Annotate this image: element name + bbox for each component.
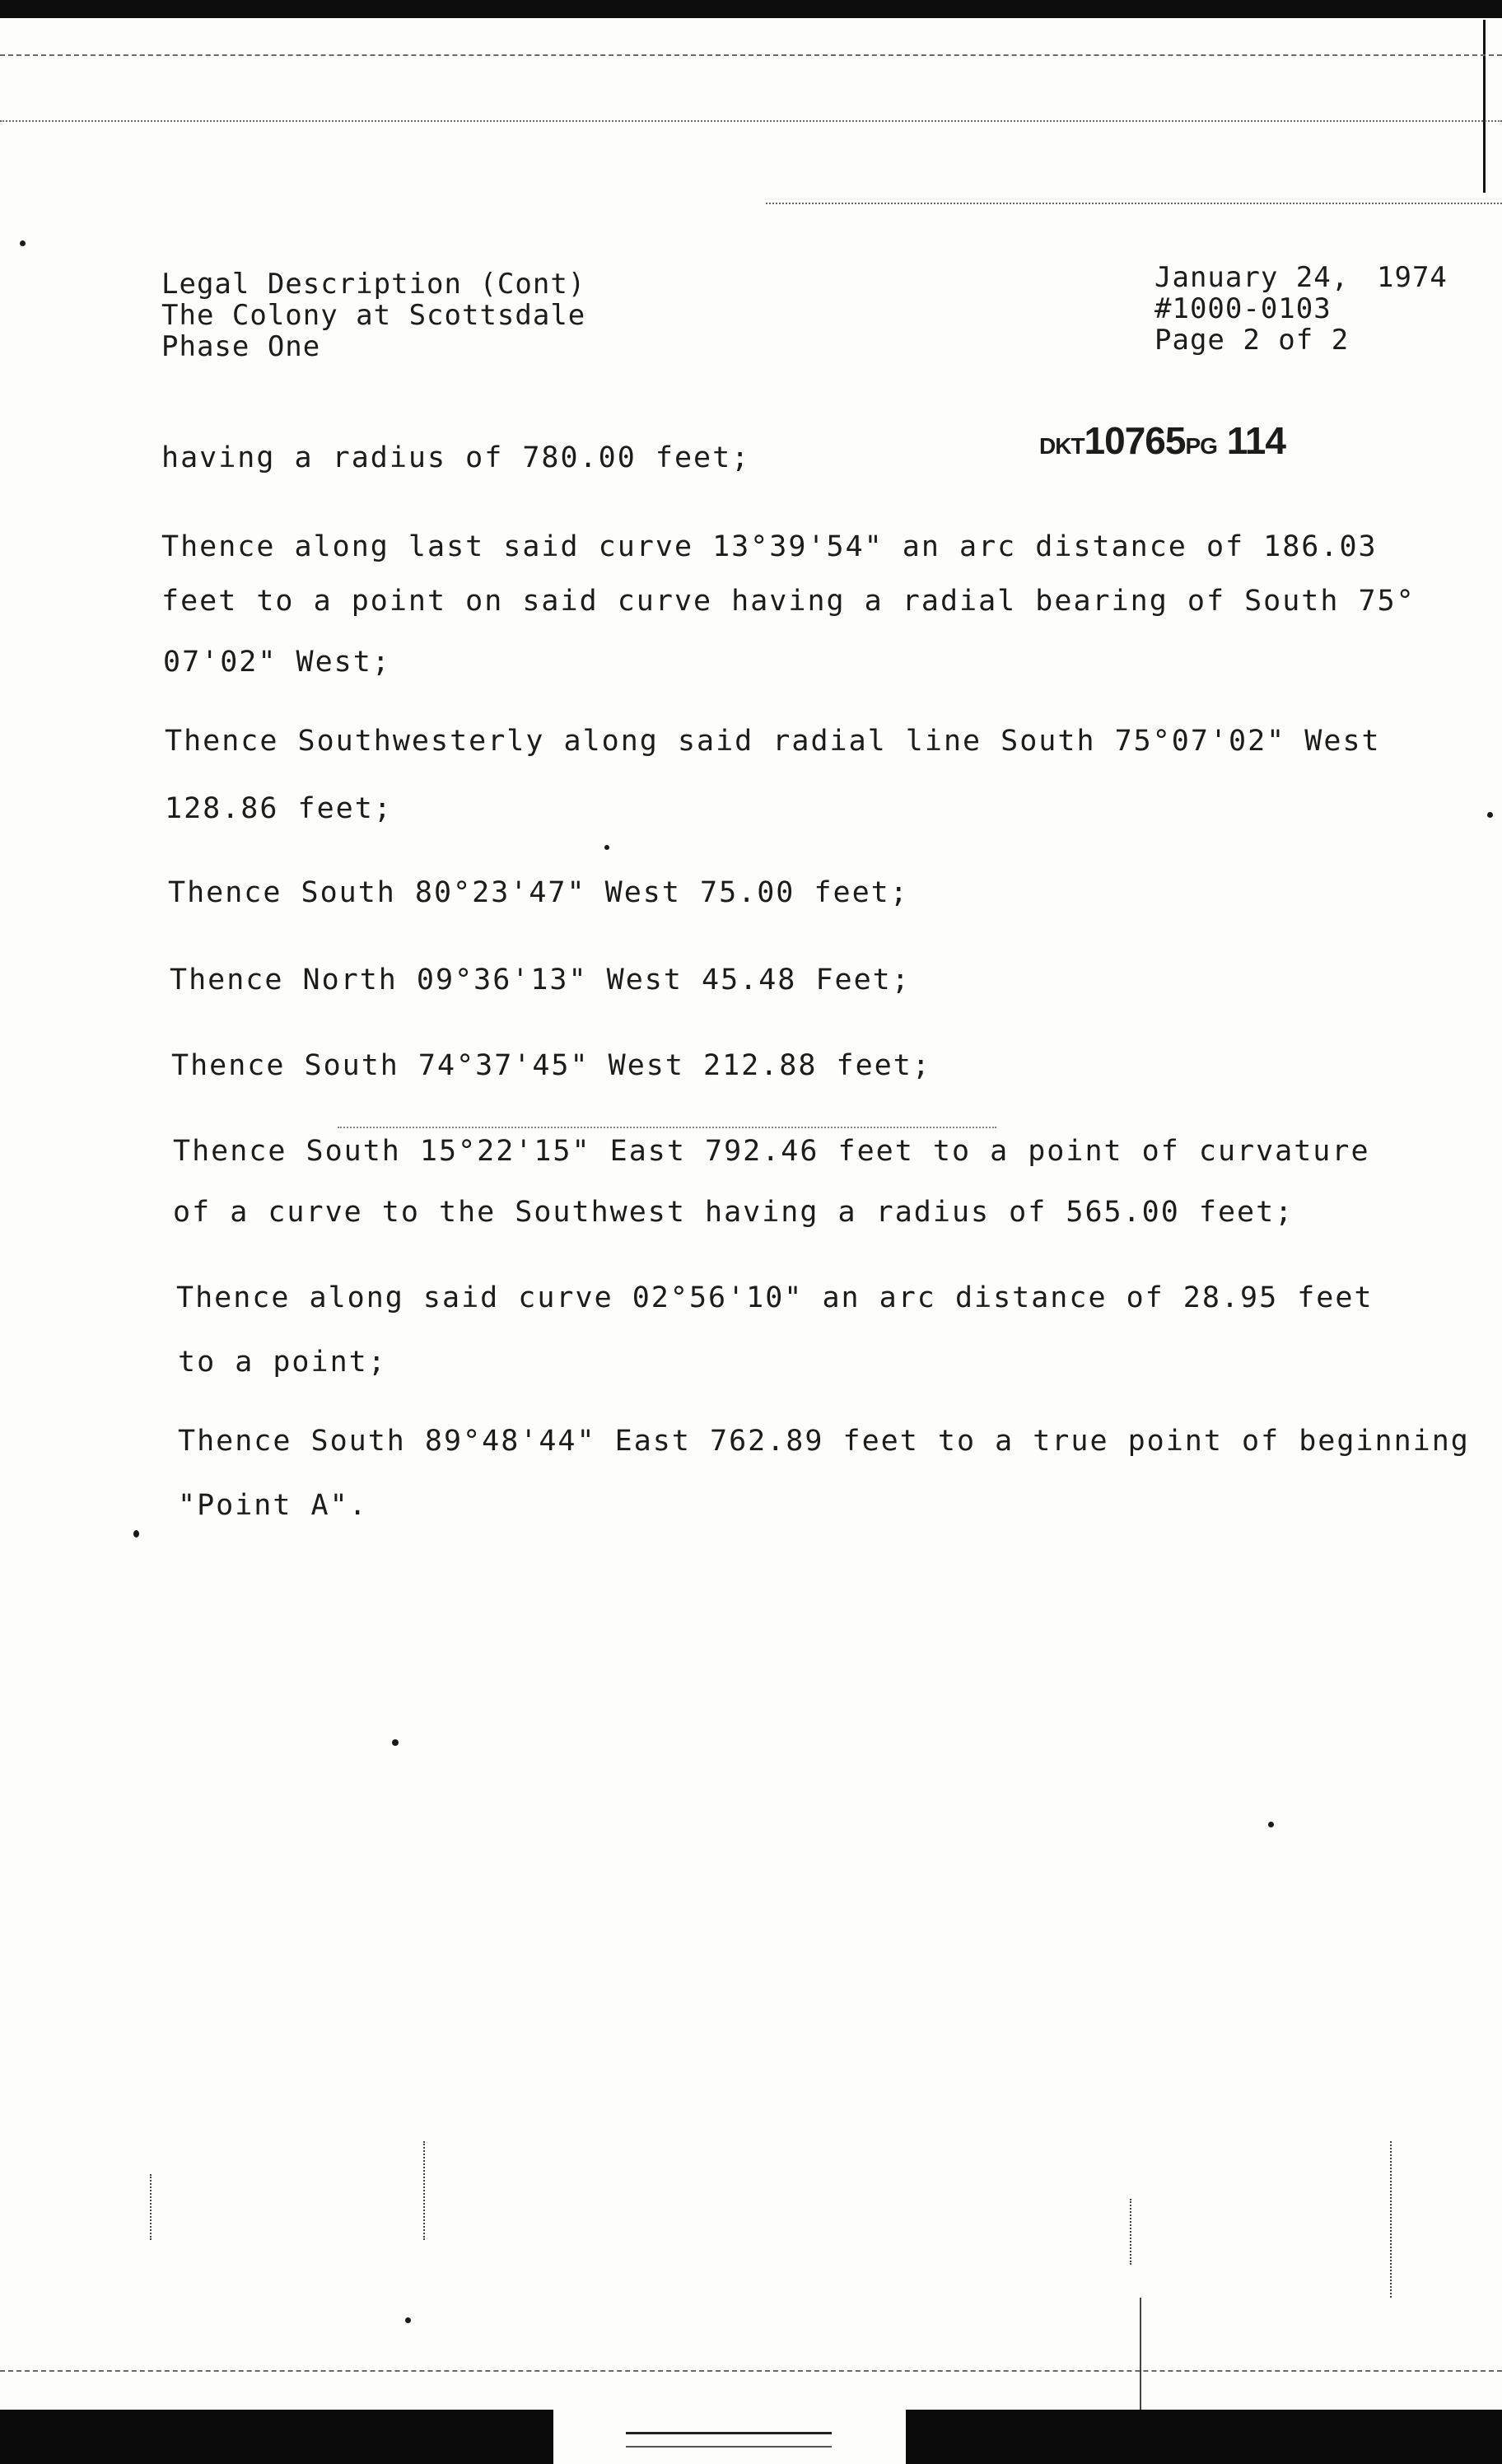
scan-edge-mark [1483, 20, 1502, 193]
scan-dash-line [0, 2370, 1502, 2372]
body-line: Thence South 89°48'44" East 762.89 feet to a true point of beginning [178, 1425, 1470, 1458]
header-date-year: 1974 [1377, 261, 1448, 294]
body-line: Thence along last said curve 13°39'54" an arc distance of 186.03 [161, 530, 1378, 563]
body-line: 128.86 feet; [165, 792, 393, 825]
header-page-label: Page 2 of 2 [1154, 324, 1350, 357]
scan-speck [405, 2317, 411, 2323]
stamp-page-prefix: PG [1185, 433, 1217, 459]
header-phase: Phase One [161, 330, 321, 363]
scan-bottom-border [906, 2410, 1502, 2464]
body-line: Thence Southwesterly along said radial line South 75°07'02" West [165, 725, 1381, 758]
stamp-book-prefix: DKT [1039, 433, 1085, 459]
scan-speck [133, 1530, 139, 1538]
document-header-right [1154, 261, 1448, 357]
stamp-page-number: 114 [1226, 419, 1285, 462]
scan-speck [1487, 812, 1493, 818]
body-line: "Point A". [178, 1489, 368, 1522]
scan-top-border [0, 0, 1502, 18]
scan-vertical-mark [150, 2174, 152, 2240]
header-project-name: The Colony at Scottsdale [161, 299, 586, 332]
scan-vertical-mark [1390, 2141, 1392, 2298]
body-line: of a curve to the Southwest having a radius of 565.00 feet; [173, 1196, 1294, 1229]
body-line: feet to a point on said curve having a radial bearing of South 75° [161, 585, 1416, 618]
body-line: Thence North 09°36'13" West 45.48 Feet; [170, 964, 911, 996]
body-line: to a point; [178, 1346, 387, 1379]
scan-bottom-mark [626, 2432, 832, 2448]
scan-dash-line [0, 54, 1502, 56]
stamp-book-number: 10765 [1084, 419, 1186, 462]
body-line: Thence South 80°23'47" West 75.00 feet; [168, 876, 909, 909]
body-line: having a radius of 780.00 feet; [161, 441, 751, 474]
document-header-left [161, 268, 585, 362]
body-line: 07'02" West; [163, 646, 391, 679]
recording-stamp [1039, 418, 1285, 463]
scan-speck [392, 1739, 399, 1746]
header-document-number: #1000-0103 [1154, 292, 1332, 325]
scan-speck [604, 845, 609, 850]
scan-vertical-mark [423, 2141, 425, 2240]
header-title: Legal Description (Cont) [161, 268, 586, 301]
scan-speck [20, 240, 26, 246]
body-line: Thence South 15°22'15" East 792.46 feet to a point of curvature [173, 1135, 1370, 1168]
scan-dash-line [0, 120, 1502, 122]
scan-dash-line [766, 203, 1502, 204]
scan-bottom-border [0, 2410, 553, 2464]
body-line: Thence along said curve 02°56'10" an arc distance of 28.95 feet [176, 1281, 1374, 1314]
scan-vertical-mark [1130, 2199, 1131, 2265]
scan-speck [1268, 1822, 1274, 1827]
header-date: January 24, [1154, 261, 1350, 294]
scan-dash-line [338, 1127, 996, 1128]
body-line: Thence South 74°37'45" West 212.88 feet; [171, 1049, 931, 1082]
